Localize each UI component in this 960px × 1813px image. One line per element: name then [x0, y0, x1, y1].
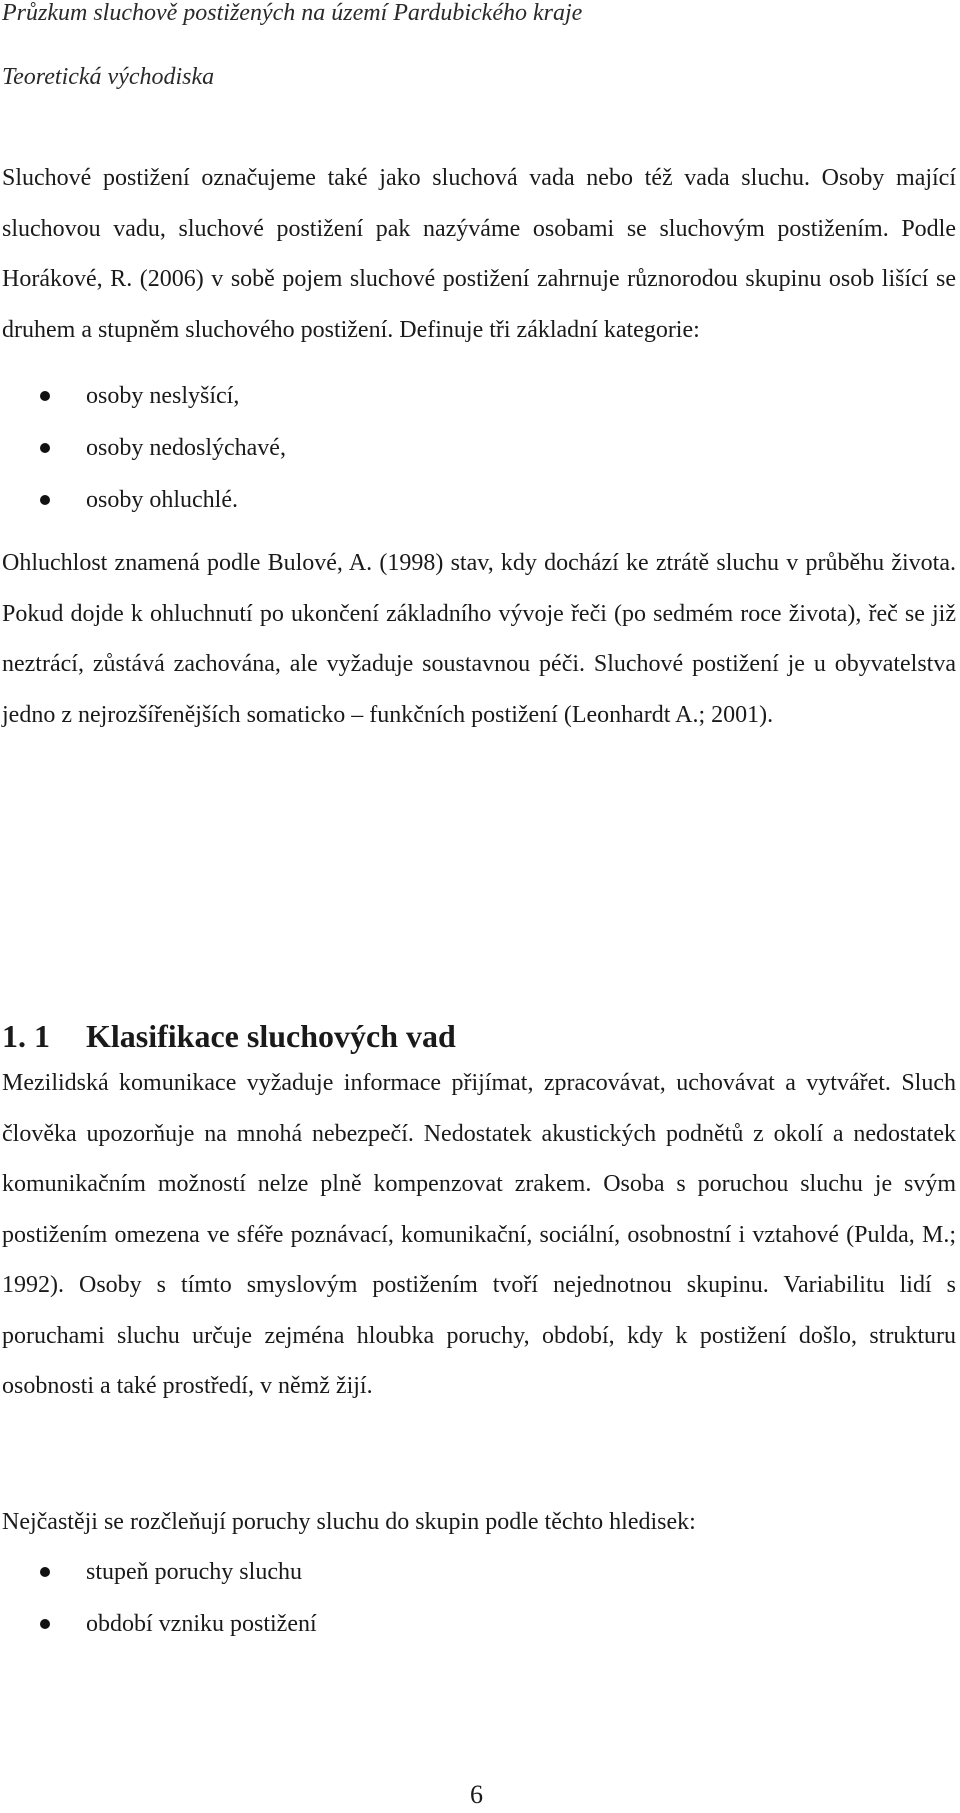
bullet-icon — [40, 391, 50, 401]
paragraph-deafness: Ohluchlost znamená podle Bulové, A. (1998) stav, kdy dochází ke ztrátě sluchu v průběhu života. Pokud dojde k ohluchnutí po ukončení základního vývoje řeči (po sedmém roce života), řeč se již neztrácí, zůstává zachována, ale vyžaduje soustavnou péči. Sluchové postižení je u obyvatelstva jedno z nejrozšířenějších somaticko – funkčních postižení (Leonhardt A.; 2001). — [2, 550, 956, 728]
bullet-icon — [40, 443, 50, 453]
page-number: 6 — [470, 1780, 483, 1809]
category-list — [0, 370, 286, 526]
list-item: období vzniku postižení — [0, 1598, 317, 1650]
paragraph-intro: Sluchové postižení označujeme také jako sluchová vada nebo též vada sluchu. Osoby mající sluchovou vadu, sluchové postižení pak nazýváme osobami se sluchovým postižením. Podle Horákové, R. (2006) v sobě pojem sluchové postižení zahrnuje různorodou skupinu osob lišící se druhem a stupněm sluchového postižení. Definuje tři základní kategorie: — [2, 165, 956, 343]
bullet-icon — [40, 495, 50, 505]
section-title: Klasifikace sluchových vad — [86, 1018, 456, 1054]
criteria-list — [0, 1546, 317, 1650]
paragraph-criteria: Nejčastěji se rozčleňují poruchy sluchu do skupin podle těchto hledisek: — [2, 1509, 696, 1535]
running-header-chapter: Teoretická východiska — [2, 64, 215, 90]
list-item: osoby neslyšící, — [0, 370, 286, 422]
bullet-icon — [40, 1567, 50, 1577]
list-item: stupeň poruchy sluchu — [0, 1546, 317, 1598]
running-header-title: Průzkum sluchově postižených na území Pardubického kraje — [2, 0, 583, 26]
list-item: osoby nedoslýchavé, — [0, 422, 286, 474]
list-item: osoby ohluchlé. — [0, 474, 286, 526]
section-heading — [2, 1018, 456, 1055]
paragraph-classification: Mezilidská komunikace vyžaduje informace přijímat, zpracovávat, uchovávat a vytvářet. Sluch člověka upozorňuje na mnohá nebezpečí. Nedostatek akustických podnětů z okolí a nedostatek komunikačním možností nelze plně kompenzovat zrakem. Osoba s poruchou sluchu je svým postižením omezena ve sféře poznávací, komunikační, sociální, osobnostní i vztahové (Pulda, M.; 1992). Osoby s tímto smyslovým postižením tvoří nejednotnou skupinu. Variabilitu lidí s poruchami sluchu určuje zejména hloubka poruchy, období, kdy k postižení došlo, strukturu osobnosti a také prostředí, v němž žijí. — [2, 1070, 956, 1399]
section-number: 1. 1 — [2, 1018, 50, 1054]
bullet-icon — [40, 1619, 50, 1629]
